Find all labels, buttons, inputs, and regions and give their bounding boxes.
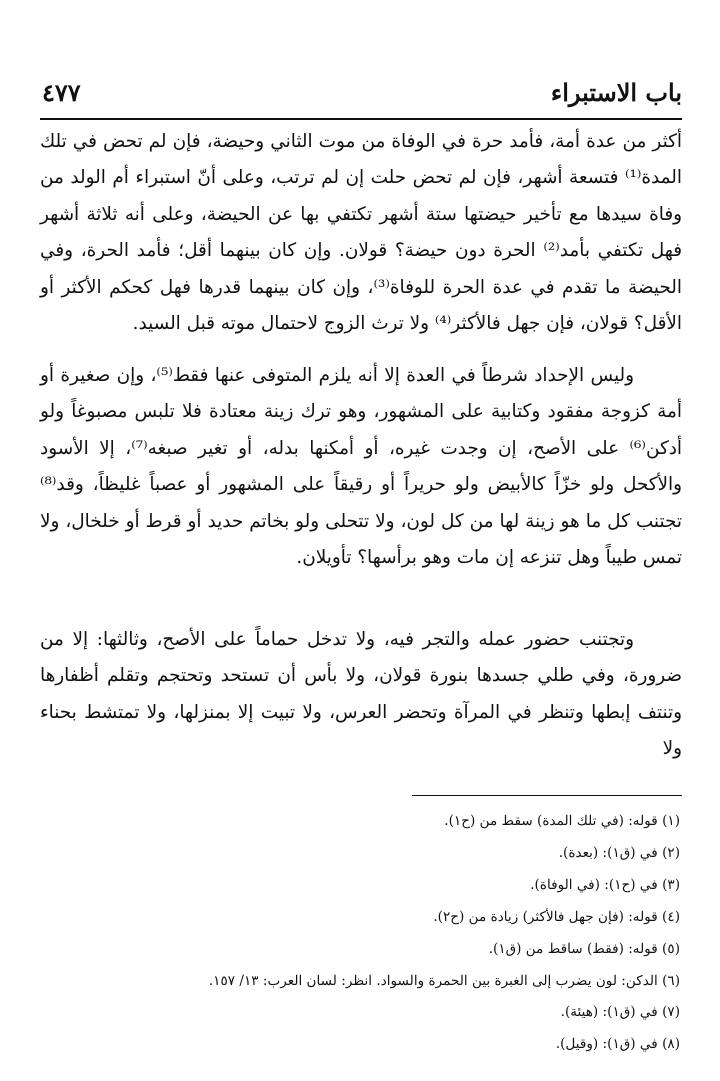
footnote-2: (٢) في (ق١): (بعدة). (558, 844, 680, 861)
footnote-8: (٨) في (ق١): (وقيل). (555, 1036, 680, 1053)
paragraph-1: أكثر من عدة أمة، فأمد حرة في الوفاة من موت الثاني وحيضة، فإن لم تحض في تلك المدة⁽¹⁾ فتسعة أشهر، فإن لم تحض حلت إن لم ترتب، وعلى أنّ استبراء أم الولد من وفاة سيدها مع تأخير حيضتها ستة أشهر تكتفي بها عن الحيضة، وعلى أنه ثلاثة أشهر فهل تكتفي بأمد⁽²⁾ الحرة دون حيضة؟ قولان. وإن كان بينهما أقل؛ فأمد الحرة، وفي الحيضة ما تقدم في عدة الحرة للوفاة⁽³⁾، وإن كان بينهما قدرها فهل كحكم الأكثر أو الأقل؟ قولان، فإن جهل فالأكثر⁽⁴⁾ ولا ترث الزوج لاحتمال موته قبل السيد. (40, 131, 682, 335)
footnote-3: (٣) في (ح١): (في الوفاة). (530, 876, 680, 893)
page-header (40, 72, 682, 120)
footnote-4: (٤) قوله: (فإن جهل فالأكثر) زيادة من (ح٢). (433, 908, 680, 925)
footnote-separator (412, 795, 682, 796)
footnotes (40, 806, 680, 1061)
paragraph-3: وتجتنب حضور عمله والتجر فيه، ولا تدخل حماماً على الأصح، وثالثها: إلا من ضرورة، وفي طلي جسدها بنورة قولان، ولا بأس أن تستحد وتحتجم وتقلم أظفارها وتنتف إبطها وتنظر في المرآة وتحضر العرس، ولا تبيت إلا بمنزلها، ولا تمتشط بحناء ولا (40, 629, 682, 760)
footnote-7: (٧) في (ق١): (هيئة). (560, 1004, 680, 1021)
chapter-title: باب الاستبراء (550, 78, 682, 107)
footnote-6: (٦) الدكن: لون يضرب إلى الغبرة بين الحمرة والسواد. انظر: لسان العرب: ١٣/ ١٥٧. (208, 972, 680, 989)
footnote-5: (٥) قوله: (فقط) ساقط من (ق١). (488, 940, 680, 957)
page-number: ٤٧٧ (42, 78, 81, 107)
main-text (40, 124, 682, 760)
footnote-1: (١) قوله: (في تلك المدة) سقط من (ح١). (444, 813, 680, 829)
paragraph-2: وليس الإحداد شرطاً في العدة إلا أنه يلزم المتوفى عنها فقط⁽⁵⁾، وإن صغيرة أو أمة كزوجة مفقود وكتابية على المشهور، وهو ترك زينة معتادة فلا تلبس مصبوغاً ولو أدكن⁽⁶⁾ على الأصح، إن وجدت غيره، أو أمكنها بدله، أو تغير صبغه⁽⁷⁾، إلا الأسود والأكحل ولو خزّاً كالأبيض ولو حريراً أو رقيقاً على المشهور أو عصباً غليظاً، وقد⁽⁸⁾ تجتنب كل ما هو زينة لها من كل لون، ولا تتحلى ولو بخاتم حديد أو قرط أو خلخال، ولا تمس طيباً وهل تنزعه إن مات وهو برأسها؟ تأويلان. (40, 365, 682, 569)
